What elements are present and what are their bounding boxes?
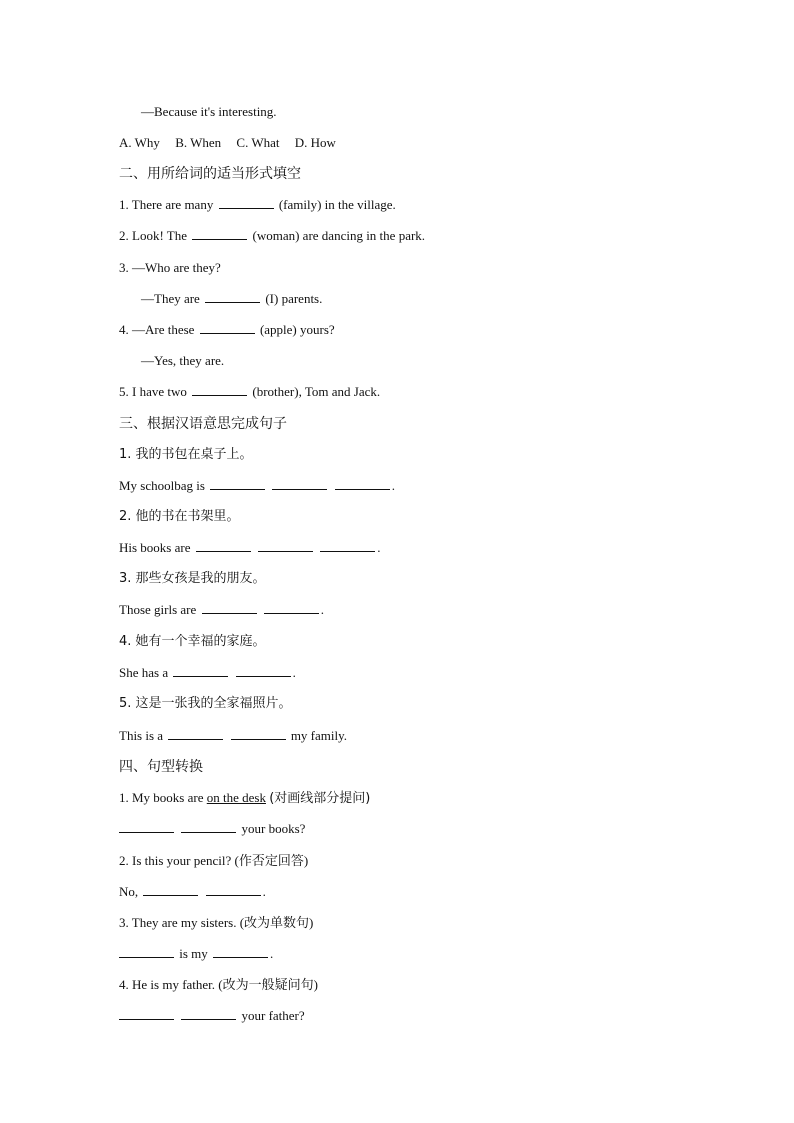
s2-item-4b	[141, 351, 754, 371]
s2-item-5-post: (brother), Tom and Jack.	[252, 384, 381, 399]
s3-item-5-zh: 5. 这是一张我的全家福照片。	[119, 696, 292, 711]
q-options-line	[119, 133, 754, 153]
s3-item-4-en	[119, 663, 754, 683]
s3-item-5-en	[119, 726, 754, 746]
s2-item-1	[119, 195, 754, 215]
blank	[236, 664, 291, 677]
blank	[168, 727, 223, 740]
s4-item-3-a-post: .	[270, 946, 274, 961]
s2-item-4b-pre: —Yes, they are.	[141, 353, 225, 368]
s2-item-4-post: (apple) yours?	[259, 322, 335, 337]
blank	[192, 227, 247, 240]
blank	[258, 539, 313, 552]
blank	[205, 290, 260, 303]
blank	[320, 539, 375, 552]
s3-item-2-zh: 2. 他的书在书架里。	[119, 509, 240, 524]
s4-item-1-q-post: (对画线部分提问)	[269, 791, 371, 806]
blank	[181, 820, 236, 833]
s3-item-2-post: .	[377, 540, 381, 555]
option-c: C. What	[236, 135, 280, 150]
blank	[206, 883, 261, 896]
s3-item-2-pre: His books are	[119, 540, 191, 555]
s4-item-1-q-pre: 1. My books are	[119, 790, 204, 805]
s4-item-3-a	[119, 944, 754, 964]
s4-item-4-q: 4. He is my father. (改为一般疑问句)	[119, 977, 318, 992]
blank	[335, 477, 390, 490]
s4-item-2-a-pre: No,	[119, 884, 139, 899]
s2-item-3b-pre: —They are	[141, 291, 200, 306]
s2-item-2	[119, 226, 754, 246]
s3-item-3-zh: 3. 那些女孩是我的朋友。	[119, 571, 266, 586]
s3-item-1-post: .	[391, 478, 395, 493]
s2-item-1-post: (family) in the village.	[278, 197, 396, 212]
blank	[119, 1007, 174, 1020]
s4-item-4-a-post: your father?	[241, 1008, 305, 1023]
s3-item-4-post: .	[292, 665, 296, 680]
blank	[192, 383, 247, 396]
blank	[202, 601, 257, 614]
s3-item-2-en	[119, 538, 754, 558]
blank	[181, 1007, 236, 1020]
s3-item-3-pre: Those girls are	[119, 602, 197, 617]
blank	[210, 477, 265, 490]
s3-item-5-pre: This is a	[119, 728, 164, 743]
s4-item-1-a	[119, 819, 754, 839]
option-a: A. Why	[119, 135, 160, 150]
s2-item-3b	[141, 289, 754, 309]
s3-item-3-en	[119, 600, 754, 620]
q-answer-text: —Because it's interesting.	[141, 104, 277, 119]
s4-item-3-a-mid: is my	[179, 946, 208, 961]
blank	[219, 196, 274, 209]
s2-item-4	[119, 320, 754, 340]
option-b: B. When	[175, 135, 222, 150]
s4-item-2-a-post: .	[262, 884, 266, 899]
q-answer-line	[141, 102, 754, 122]
s2-item-3-pre: 3. —Who are they?	[119, 260, 221, 275]
blank	[200, 321, 255, 334]
s4-item-4-a	[119, 1006, 754, 1026]
blank	[143, 883, 198, 896]
section-2-title: 二、用所给词的适当形式填空	[119, 166, 301, 182]
s2-item-5	[119, 382, 754, 402]
s3-item-1-pre: My schoolbag is	[119, 478, 205, 493]
blank	[213, 945, 268, 958]
s2-item-2-pre: 2. Look! The	[119, 228, 187, 243]
s4-item-2-q: 2. Is this your pencil? (作否定回答)	[119, 853, 309, 868]
s3-item-1-zh: 1. 我的书包在桌子上。	[119, 447, 253, 462]
s3-item-1-en	[119, 476, 754, 496]
blank	[196, 539, 251, 552]
s4-item-1-q	[119, 788, 754, 808]
s4-item-1-a-post: your books?	[241, 821, 306, 836]
s3-item-5-post: my family.	[290, 728, 348, 743]
s2-item-3	[119, 258, 754, 278]
s2-item-1-pre: 1. There are many	[119, 197, 214, 212]
s3-item-4-pre: She has a	[119, 665, 169, 680]
s4-item-2-a	[119, 882, 754, 902]
s4-item-3-q: 3. They are my sisters. (改为单数句)	[119, 915, 314, 930]
s4-item-1-underlined: on the desk	[206, 790, 266, 805]
section-4-title: 四、句型转换	[119, 759, 203, 775]
blank	[231, 727, 286, 740]
s3-item-3-post: .	[320, 602, 325, 617]
blank	[272, 477, 327, 490]
s2-item-3b-post: (I) parents.	[265, 291, 323, 306]
option-d: D. How	[294, 135, 336, 150]
blank	[119, 820, 174, 833]
s2-item-4-pre: 4. —Are these	[119, 322, 195, 337]
blank	[173, 664, 228, 677]
blank	[264, 601, 319, 614]
s3-item-4-zh: 4. 她有一个幸福的家庭。	[119, 634, 266, 649]
s2-item-5-pre: 5. I have two	[119, 384, 187, 399]
blank	[119, 945, 174, 958]
section-3-title: 三、根据汉语意思完成句子	[119, 416, 287, 432]
s2-item-2-post: (woman) are dancing in the park.	[252, 228, 426, 243]
